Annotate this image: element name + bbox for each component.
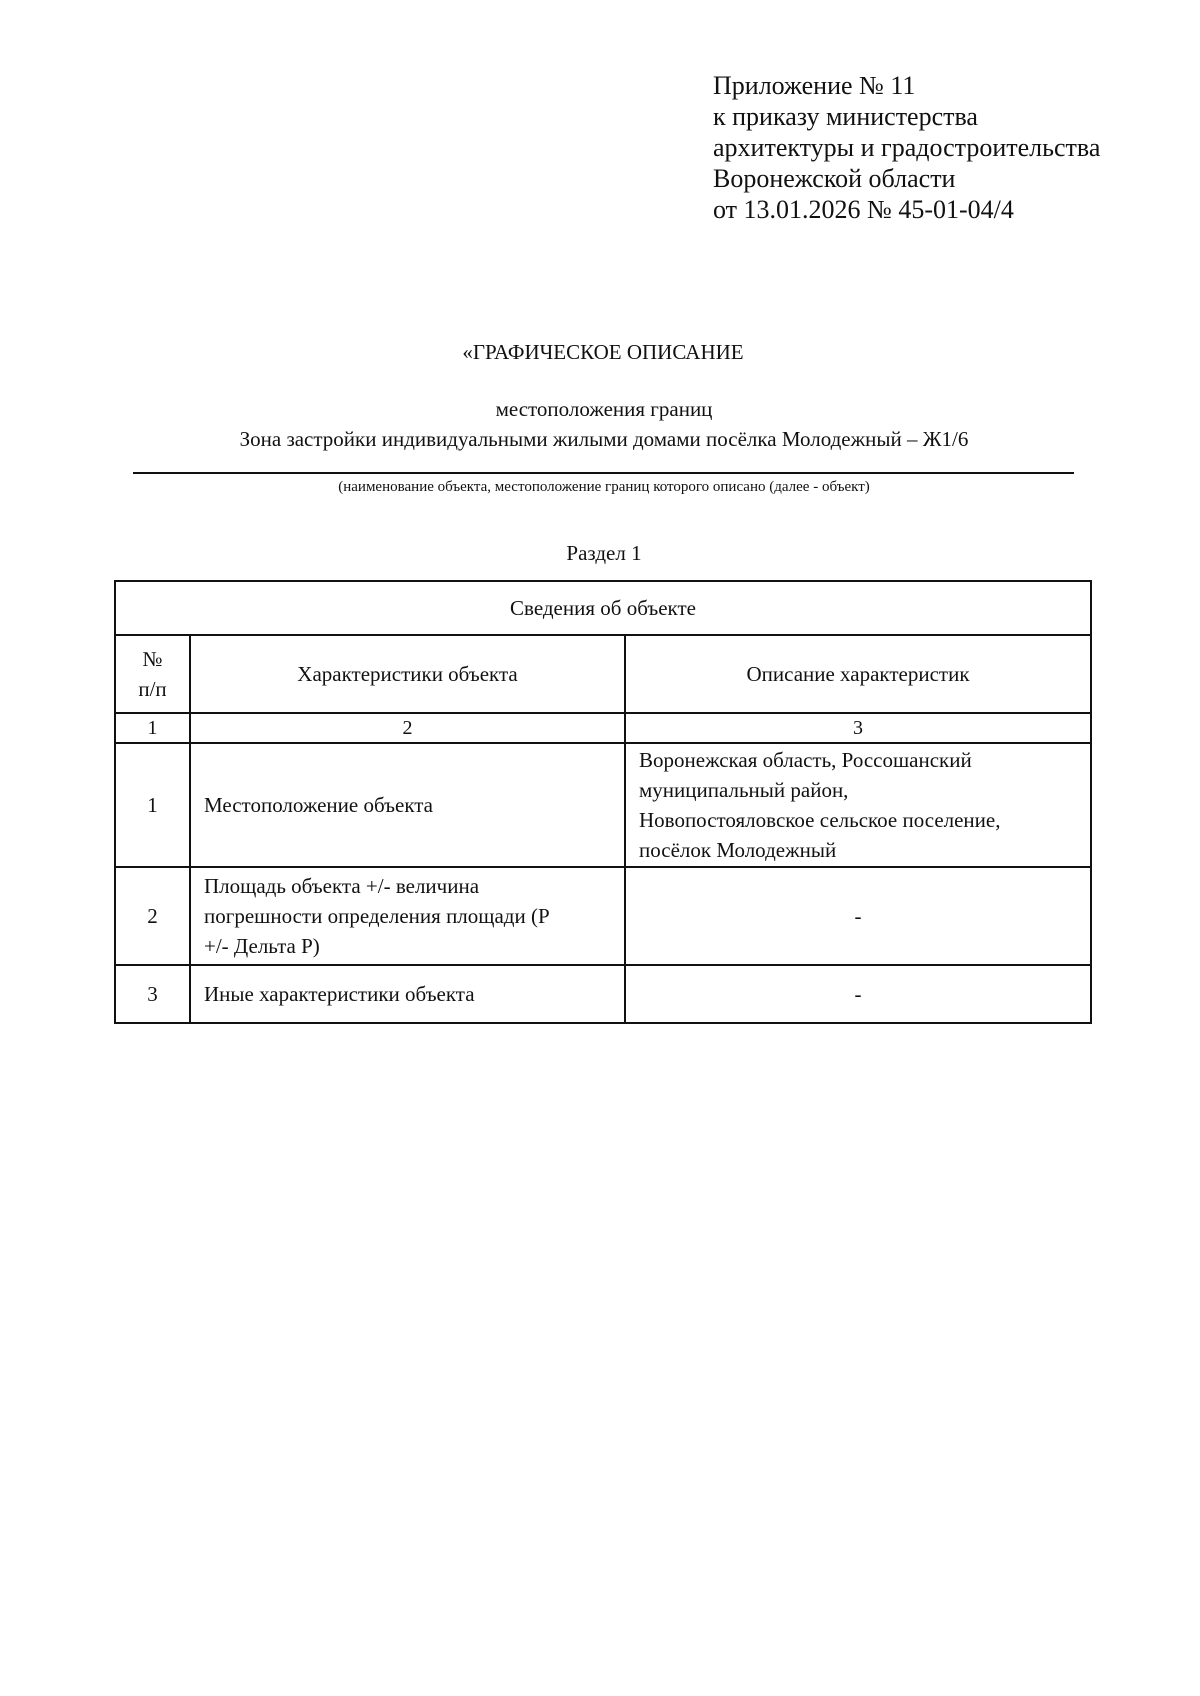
row-num: 1 [115,743,190,867]
section-heading: Раздел 1 [566,541,642,565]
table-row [115,867,1091,965]
appendix-line: архитектуры и градостроительства [713,133,1101,162]
column-index: 2 [190,713,625,743]
cell-line: Площадь объекта +/- величина [204,874,480,898]
row-characteristic: Иные характеристики объекта [190,965,625,1023]
header-num-line: № [142,647,163,671]
table-row [115,965,1091,1023]
column-index: 1 [115,713,190,743]
document-subtitle: местоположения границ [495,397,713,421]
header-description: Описание характеристик [625,635,1091,713]
cell-line: Воронежская область, Россошанский [639,748,972,772]
object-name-caption: (наименование объекта, местоположение границ которого описано (далее - объект) [338,479,870,495]
row-characteristic [190,743,625,867]
header-num-line: п/п [138,677,167,701]
row-num: 3 [115,965,190,1023]
cell-line: посёлок Молодежный [639,838,837,862]
object-name-underline [133,472,1074,474]
cell-line: погрешности определения площади (Р [204,904,550,928]
table-caption: Сведения об объекте [115,581,1091,635]
cell-line: Местоположение объекта [204,793,434,817]
appendix-line: от 13.01.2026 № 45-01-04/4 [713,195,1014,224]
header-num [115,635,190,713]
appendix-block [713,70,1100,225]
document-title: «ГРАФИЧЕСКОЕ ОПИСАНИЕ [462,340,744,364]
cell-line: муниципальный район, [639,778,849,802]
cell-line: +/- Дельта Р) [204,934,320,958]
table-row [115,743,1091,867]
appendix-line: к приказу министерства [713,102,978,131]
object-name: Зона застройки индивидуальными жилыми домами посёлка Молодежный – Ж1/6 [239,427,969,451]
cell-line: Новопостояловское сельское поселение, [639,808,1001,832]
object-info-table [114,580,1092,1024]
table-header-row [115,635,1091,713]
column-index: 3 [625,713,1091,743]
column-index-row [115,713,1091,743]
row-num: 2 [115,867,190,965]
appendix-line: Приложение № 11 [713,71,916,100]
row-characteristic [190,867,625,965]
row-description: - [625,965,1091,1023]
row-description: - [625,867,1091,965]
row-description [625,743,1091,867]
table-caption-row [115,581,1091,635]
header-characteristic: Характеристики объекта [190,635,625,713]
appendix-line: Воронежской области [713,164,956,193]
